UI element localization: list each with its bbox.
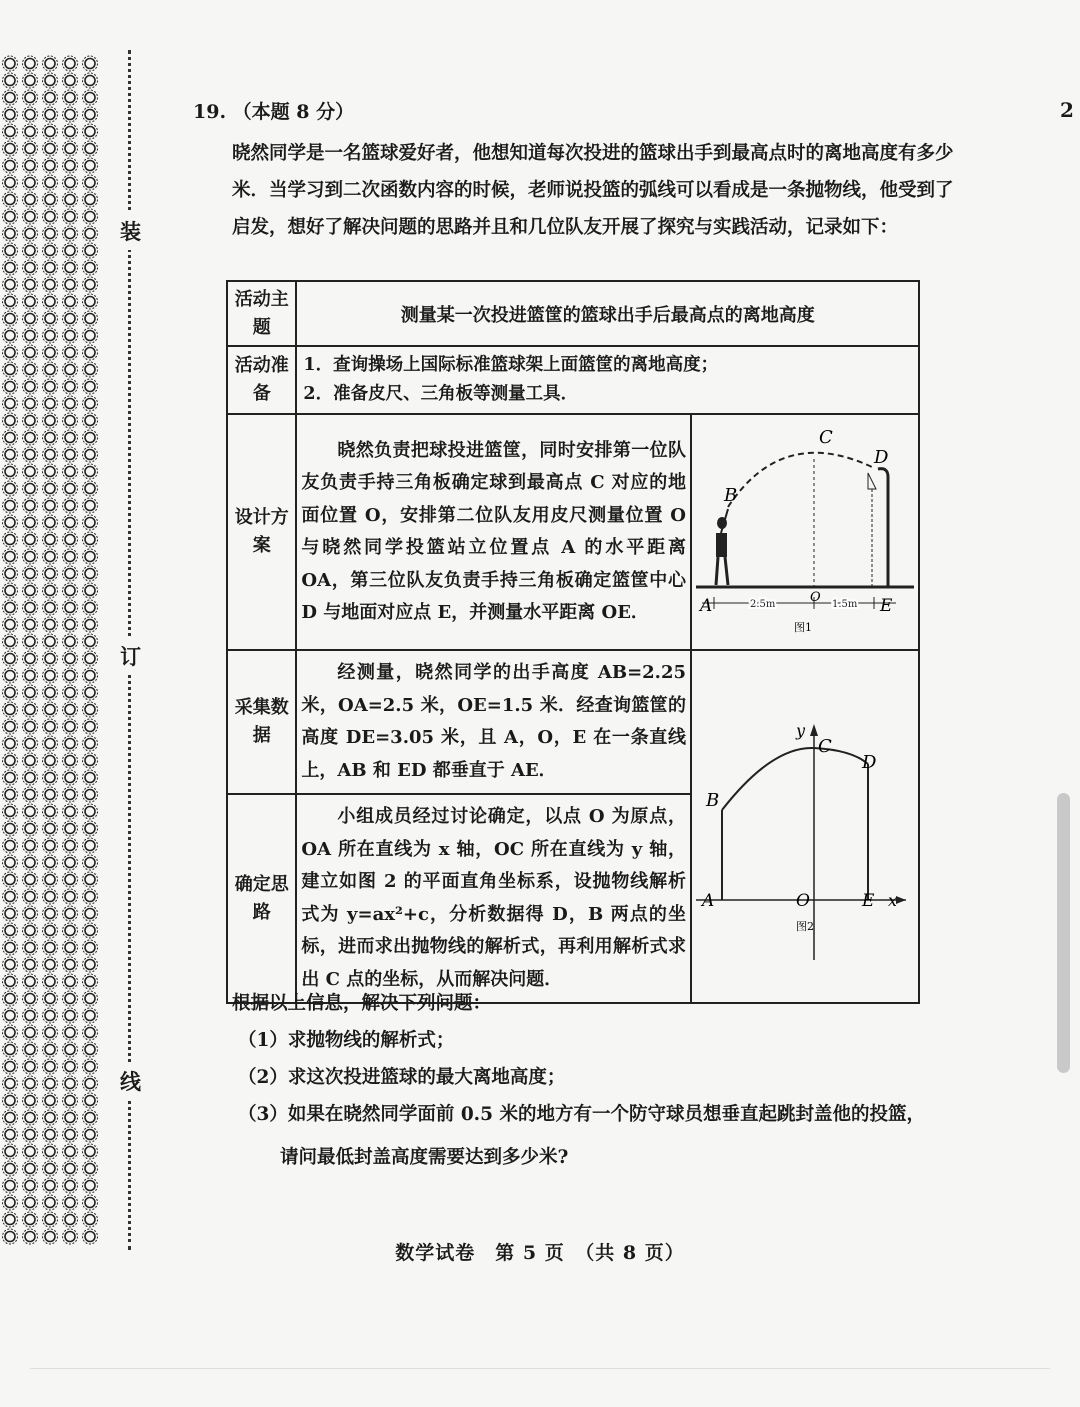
fig1-dist-AO: 2.5m bbox=[750, 599, 776, 610]
fig2-axis-y: y bbox=[796, 720, 806, 740]
sub-question-1: （1）求抛物线的解析式； bbox=[238, 1030, 455, 1051]
figure-2-cell bbox=[691, 650, 919, 1003]
idea-label: 确定思路 bbox=[227, 794, 296, 1003]
page-edge-number: 2 bbox=[1060, 98, 1074, 122]
figure-1 bbox=[692, 415, 918, 645]
page-footer: 数学试卷 第 5 页 （共 8 页） bbox=[395, 1242, 685, 1264]
collect-cell bbox=[296, 650, 691, 794]
topic-label: 活动主题 bbox=[227, 281, 296, 346]
fig1-dist-OE: 1.5m bbox=[832, 599, 858, 610]
collect-text: 经测量，晓然同学的出手高度 AB=2.25 米，OA=2.5 米，OE=1.5 米．经查询篮筐的高度 DE=3.05 米，且 A，O，E 在一条直线上，AB 和 ED 都垂直于 AE． bbox=[301, 662, 686, 781]
sub-question-3: （3）如果在晓然同学面前 0.5 米的地方有一个防守球员想垂直起跳封盖他的投篮， bbox=[238, 1104, 925, 1125]
fig1-label-A: A bbox=[700, 596, 713, 616]
binding-margin-pattern bbox=[0, 55, 100, 1255]
fig1-label-C: C bbox=[819, 427, 833, 448]
fig2-label-D: D bbox=[862, 751, 877, 773]
fig2-label-O: O bbox=[796, 890, 810, 911]
question-intro: 晓然同学是一名篮球爱好者，他想知道每次投进的篮球出手到最高点时的离地高度有多少米．当学习到二次函数内容的时候，老师说投篮的弧线可以看成是一条抛物线，他受到了启发，想好了解决问题的思路并且和几位队友开展了探究与实践活动，记录如下： bbox=[232, 143, 954, 238]
design-label: 设计方案 bbox=[227, 414, 296, 650]
question-header: 19. （本题 8 分） bbox=[193, 101, 355, 123]
idea-cell bbox=[296, 794, 691, 1003]
fig1-label-B: B bbox=[724, 485, 738, 506]
scrollbar-thumb[interactable] bbox=[1057, 793, 1070, 1073]
fig1-label-D: D bbox=[874, 447, 889, 468]
prep-cell bbox=[296, 346, 919, 414]
questions-lead: 根据以上信息，解决下列问题： bbox=[232, 993, 492, 1014]
binding-char-bottom: 线 bbox=[120, 1062, 141, 1100]
fig2-label-B: B bbox=[706, 789, 720, 811]
fig2-label-A: A bbox=[702, 890, 715, 911]
binding-char-top: 装 bbox=[120, 212, 141, 250]
fig1-label-O: O bbox=[810, 590, 821, 605]
binding-char-middle: 订 bbox=[120, 637, 141, 675]
topic-cell: 测量某一次投进篮筐的篮球出手后最高点的离地高度 bbox=[296, 281, 919, 346]
fig1-caption: 图1 bbox=[794, 621, 812, 634]
idea-text: 小组成员经过讨论确定，以点 O 为原点，OA 所在直线为 x 轴，OC 所在直线为 y 轴，建立如图 2 的平面直角坐标系，设抛物线解析式为 y=ax²+c，分析数据得 D，B 两点的坐标，进而求出抛物线的解析式，再利用解析式求出 C 点的坐标，从而解决问题． bbox=[301, 806, 686, 990]
fig2-axis-x: x bbox=[888, 890, 898, 910]
prep-item: 1．查询操场上国际标准篮球架上面篮筐的离地高度； bbox=[303, 355, 719, 375]
sub-questions bbox=[232, 985, 992, 1176]
fig2-label-C: C bbox=[818, 735, 832, 757]
design-cell bbox=[296, 414, 691, 650]
prep-label: 活动准备 bbox=[227, 346, 296, 414]
collect-label: 采集数据 bbox=[227, 650, 296, 794]
fig1-label-E: E bbox=[880, 596, 893, 616]
fig2-label-E: E bbox=[862, 890, 875, 911]
fig2-caption: 图2 bbox=[796, 919, 814, 933]
sub-question-2: （2）求这次投进篮球的最大离地高度； bbox=[238, 1067, 566, 1088]
prep-item: 2．准备皮尺、三角板等测量工具． bbox=[303, 384, 579, 404]
figure-2 bbox=[692, 660, 918, 990]
figure-1-cell bbox=[691, 414, 919, 650]
sub-question-3-continued: 请问最低封盖高度需要达到多少米? bbox=[280, 1147, 569, 1168]
page-bottom-divider bbox=[30, 1368, 1050, 1369]
design-text: 晓然负责把球投进篮筐，同时安排第一位队友负责手持三角板确定球到最高点 C 对应的地面位置 O，安排第二位队友用皮尺测量位置 O 与晓然同学投篮站立位置点 A 的水平距离 OA，第三位队友负责手持三角板确定篮筐中心 D 与地面对应点 E，并测量水平距离 OE． bbox=[301, 439, 686, 623]
activity-record-table bbox=[226, 280, 920, 1004]
